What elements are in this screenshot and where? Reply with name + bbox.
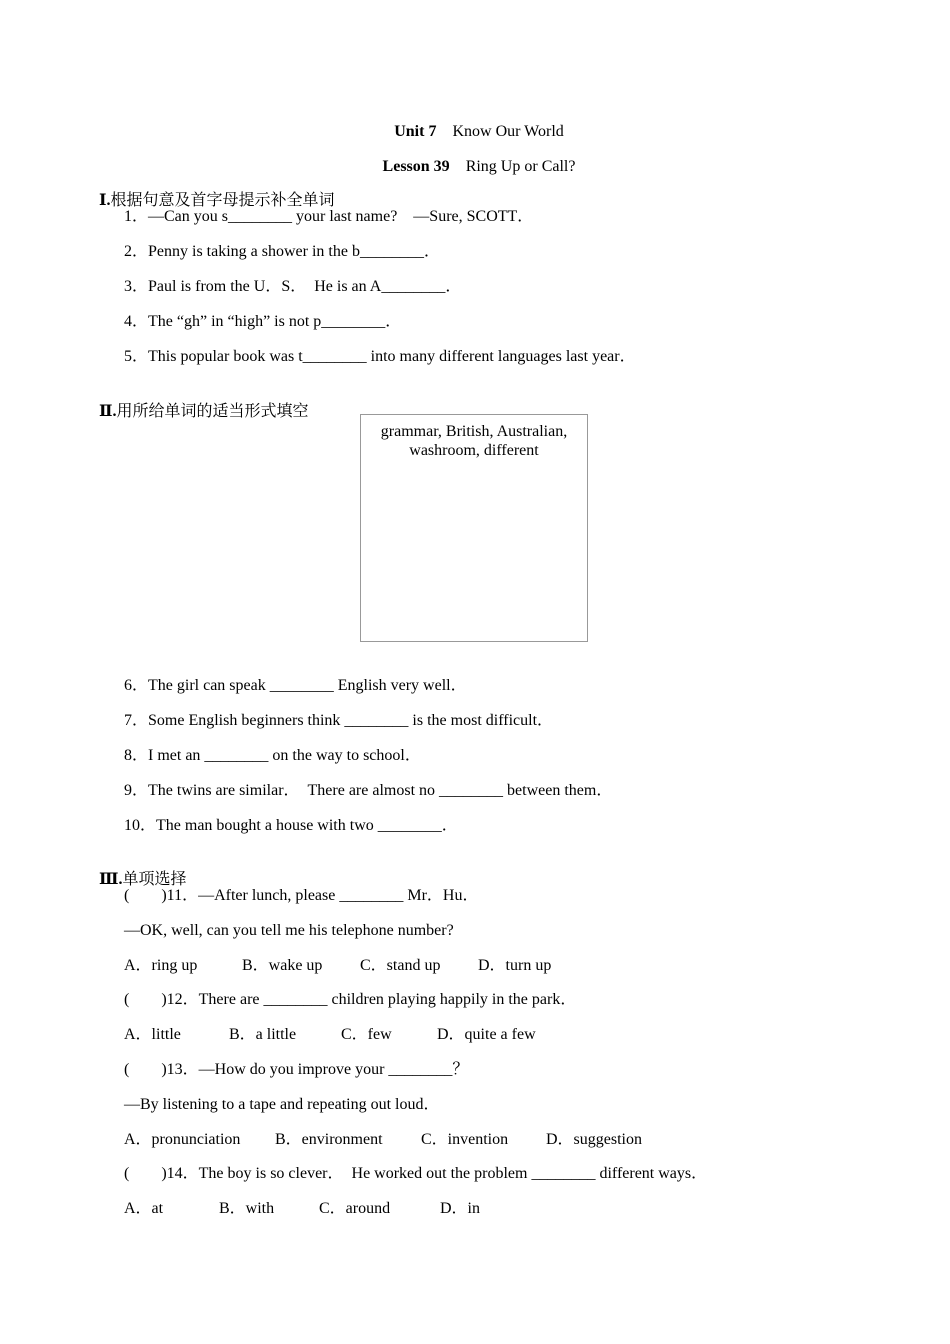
question-9: 9．The twins are similar． There are almost no ________ between them． <box>124 782 613 799</box>
question-7: 7．Some English beginners think ________ is the most difficult． <box>124 712 554 729</box>
q13-option-d: D．suggestion <box>546 1131 643 1148</box>
question-11: ( )11．—After lunch, please ________ Mr．Hu． <box>124 887 479 904</box>
question-13-reply: —By listening to a tape and repeating out loud． <box>124 1096 440 1113</box>
section-3-title: 单项选择 <box>122 871 187 888</box>
question-2: 2．Penny is taking a shower in the b________． <box>124 243 440 260</box>
unit-heading <box>0 102 950 142</box>
question-3: 3．Paul is from the U．S． He is an A________． <box>124 278 462 295</box>
section-1-heading <box>91 171 335 211</box>
q12-option-a: A．little <box>124 1026 181 1043</box>
section-2-heading <box>91 382 309 422</box>
q13-option-c: C．invention <box>421 1131 509 1148</box>
section-2-title: 用所给单词的适当形式填空 <box>116 403 309 420</box>
q12-option-b: B．a little <box>229 1026 297 1043</box>
section-3-number: Ⅲ. <box>99 871 123 888</box>
q14-option-d: D．in <box>440 1200 481 1217</box>
q11-option-b: B．wake up <box>242 957 323 974</box>
q11-option-d: D．turn up <box>478 957 552 974</box>
question-10: 10．The man bought a house with two ________． <box>124 817 458 834</box>
lesson-title: Ring Up or Call? <box>465 158 576 175</box>
q14-option-a: A．at <box>124 1200 164 1217</box>
q14-option-c: C．around <box>319 1200 391 1217</box>
lesson-label: Lesson 39 <box>382 158 450 175</box>
q12-option-c: C．few <box>341 1026 392 1043</box>
question-5: 5．This popular book was t________ into many different languages last year． <box>124 348 636 365</box>
section-3-heading <box>91 850 187 890</box>
question-6: 6．The girl can speak ________ English very well． <box>124 677 467 694</box>
question-13: ( )13．—How do you improve your ________？ <box>124 1061 469 1078</box>
section-1-number: Ⅰ. <box>99 192 111 209</box>
question-11-reply: —OK, well, can you tell me his telephone number? <box>124 922 454 939</box>
question-14: ( )14．The boy is so clever． He worked out the problem ________ different ways． <box>124 1165 708 1182</box>
unit-title: Know Our World <box>452 123 564 140</box>
word-box <box>360 414 588 642</box>
q13-option-a: A．pronunciation <box>124 1131 241 1148</box>
q13-option-b: B．environment <box>275 1131 383 1148</box>
question-8: 8．I met an ________ on the way to school． <box>124 747 421 764</box>
word-box-line-2: washroom, different <box>409 442 539 459</box>
q11-option-a: A．ring up <box>124 957 198 974</box>
q14-option-b: B．with <box>219 1200 275 1217</box>
q12-option-d: D．quite a few <box>437 1026 536 1043</box>
word-box-line-1: grammar, British, Australian, <box>380 423 568 440</box>
unit-label: Unit 7 <box>394 123 437 140</box>
section-2-number: Ⅱ. <box>99 403 117 420</box>
question-4: 4．The “gh” in “high” is not p________． <box>124 313 402 330</box>
question-1: 1．—Can you s________ your last name? —Sure, SCOTT． <box>124 208 534 225</box>
q11-option-c: C．stand up <box>360 957 441 974</box>
section-1-title: 根据句意及首字母提示补全单词 <box>110 192 335 209</box>
question-12: ( )12．There are ________ children playing happily in the park． <box>124 991 577 1008</box>
